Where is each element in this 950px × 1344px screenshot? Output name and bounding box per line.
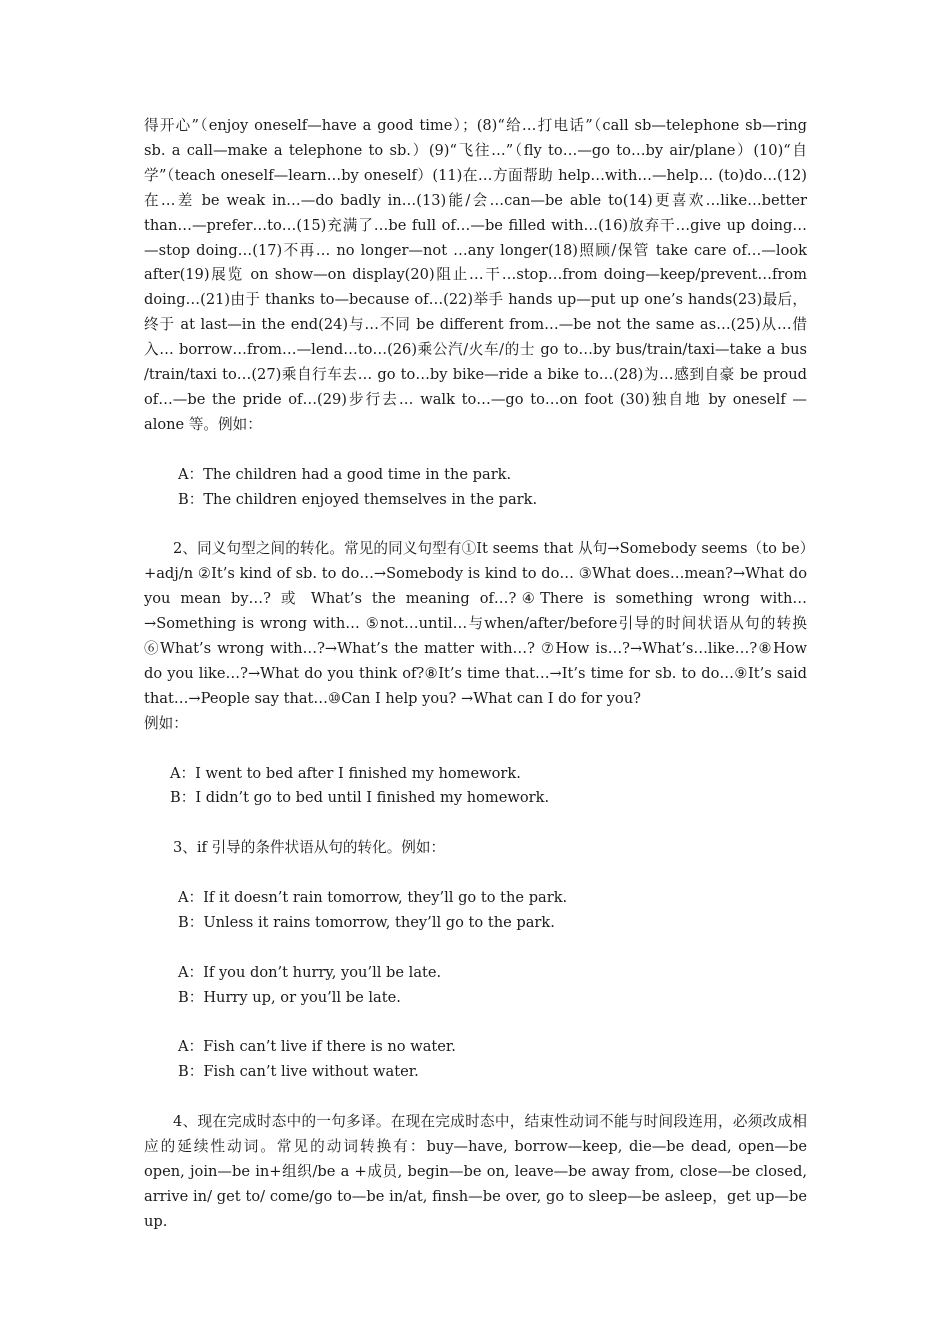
example-sentence-a: A：Fish can’t live if there is no water. xyxy=(178,1038,456,1056)
spacer xyxy=(144,1085,807,1110)
section-2-example-label: 例如： xyxy=(144,714,188,732)
spacer xyxy=(144,512,807,537)
spacer xyxy=(144,861,807,886)
example-sentence-a: A：If it doesn’t rain tomorrow, they’ll go to the park. xyxy=(178,889,568,907)
spacer xyxy=(144,1011,807,1036)
example-sentence-b: B：I didn’t go to bed until I finished my homework. xyxy=(170,789,550,807)
example-sentence-b: B：Hurry up, or you’ll be late. xyxy=(178,988,401,1006)
section-2-paragraph: 2、同义句型之间的转化。常见的同义句型有①It seems that 从句→Somebody seems（to be）+adj/n ②It’s kind of sb. to do…→Somebody is kind to do… ③What does…mean?→What do you mean by…? 或 What’s the meaning of…?④There is something wrong with…→Something is wrong with… ⑤not…until…与when/after/before引导的时间状语从句的转换 ⑥What’s wrong with…?→What’s the matter with…? ⑦How is…?→What’s…like…?⑧How do you like…?→What do you think of?⑧It’s time that…→It’s time for sb. to do…⑨It’s said that…→People say that…⑩Can I help you? →What can I do for you? xyxy=(144,540,807,707)
document-page xyxy=(144,114,807,1235)
example-sentence-b: B：The children enjoyed themselves in the park. xyxy=(178,490,538,508)
example-sentence-b: B：Unless it rains tomorrow, they’ll go to the park. xyxy=(178,913,555,931)
spacer xyxy=(144,438,807,463)
spacer xyxy=(144,936,807,961)
example-sentence-a: A：If you don’t hurry, you’ll be late. xyxy=(178,963,442,981)
intro-paragraph: 得开心”（enjoy oneself—have a good time）；(8)“给…打电话”（call sb—telephone sb—ring sb. a call—make a telephone to sb.）(9)“飞往…”（fly to…—go to…by air/plane）(10)“自学”（teach oneself—learn…by oneself）(11)在…方面帮助 help…with…—help… (to)do…(12)在…差 be weak in…—do badly in…(13)能/会…can—be able to(14)更喜欢…like…better than…—prefer…to…(15)充满了…be full of…—be filled with…(16)放弃干…give up doing…—stop doing…(17)不再… no longer—not …any longer(18)照顾/保管 take care of…—look after(19)展览 on show—on display(20)阻止…干…stop…from doing—keep/prevent…from doing…(21)由于 thanks to—because of…(22)举手 hands up—put up one’s hands(23)最后，终于 at last—in the end(24)与…不同 be different from…—be not the same as…(25)从…借入… borrow…from…—lend…to…(26)乘公汽/火车/的士 go to…by bus/train/taxi—take a bus /train/taxi to…(27)乘自行车去… go to…by bike—ride a bike to…(28)为…感到自豪 be proud of…—be the pride of…(29)步行去… walk to…—go to…on foot (30)独自地 by oneself —alone 等。例如： xyxy=(144,117,807,433)
spacer xyxy=(144,811,807,836)
section-3-heading: 3、if 引导的条件状语从句的转化。例如： xyxy=(173,839,446,857)
spacer xyxy=(144,737,807,762)
section-4-paragraph: 4、现在完成时态中的一句多译。在现在完成时态中，结束性动词不能与时间段连用，必须改成相应的延续性动词。常见的动词转换有：buy—have, borrow—keep, die—be dead, open—be open, join—be in+组织/be a +成员, begin—be on, leave—be away from, close—be closed, arrive in/ get to/ come/go to—be in/at, finsh—be over, go to sleep—be asleep，get up—be up. xyxy=(144,1113,807,1230)
example-sentence-b: B：Fish can’t live without water. xyxy=(178,1063,419,1081)
example-sentence-a: A：The children had a good time in the park. xyxy=(178,465,512,483)
example-sentence-a: A：I went to bed after I finished my homework. xyxy=(170,764,521,782)
